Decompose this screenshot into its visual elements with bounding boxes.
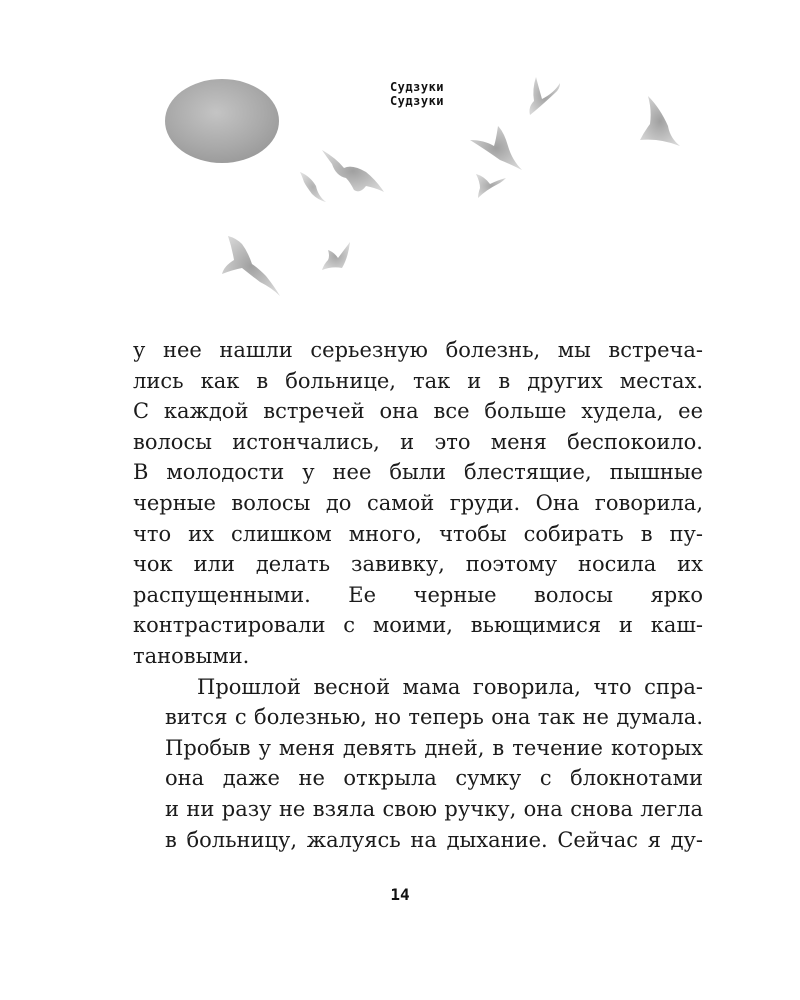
bird-icon — [222, 236, 280, 296]
text-line: Прошлой весной мама говорила, что спра- — [197, 674, 703, 699]
bird-icon — [476, 174, 506, 198]
moon-icon — [165, 79, 279, 163]
text-line: волосы истончались, и это меня беспокоило. — [133, 429, 703, 454]
text-line: лись как в больнице, так и в других местах. — [133, 368, 703, 393]
bird-icon — [640, 96, 680, 146]
text-line: и ни разу не взяла свою ручку, она снова легла — [165, 796, 703, 821]
text-line: в больницу, жалуясь на дыхание. Сейчас я ду- — [165, 827, 703, 852]
text-line: распущенными. Ее черные волосы ярко — [133, 582, 703, 607]
bird-icon — [322, 242, 350, 270]
bird-icon — [300, 172, 326, 202]
moon-and-birds-illustration — [0, 0, 800, 310]
paragraph — [133, 335, 703, 672]
bird-icon — [530, 77, 561, 115]
text-line: она даже не открыла сумку с блокнотами — [165, 766, 703, 791]
text-line: вится с болезнью, но теперь она так не думала. — [165, 705, 703, 730]
text-line: у нее нашли серьезную болезнь, мы встреча- — [133, 338, 703, 362]
bird-icon — [470, 126, 522, 170]
running-head: Судзуки Судзуки — [389, 80, 445, 108]
text-line: черные волосы до самой груди. Она говорила, — [133, 490, 703, 515]
page-number: 14 — [390, 885, 410, 904]
text-line: В молодости у нее были блестящие, пышные — [133, 460, 703, 485]
bird-icon — [322, 150, 384, 192]
body-text — [133, 335, 703, 855]
text-line: тановыми. — [133, 643, 250, 668]
text-line: что их слишком много, чтобы собирать в пу- — [133, 521, 703, 546]
paragraph — [133, 672, 703, 856]
text-line: контрастировали с моими, вьющимися и каш- — [133, 613, 703, 638]
text-line: чок или делать завивку, поэтому носила их — [133, 552, 703, 577]
text-line: С каждой встречей она все больше худела, ее — [133, 399, 703, 424]
text-line: Пробыв у меня девять дней, в течение которых — [165, 735, 703, 760]
